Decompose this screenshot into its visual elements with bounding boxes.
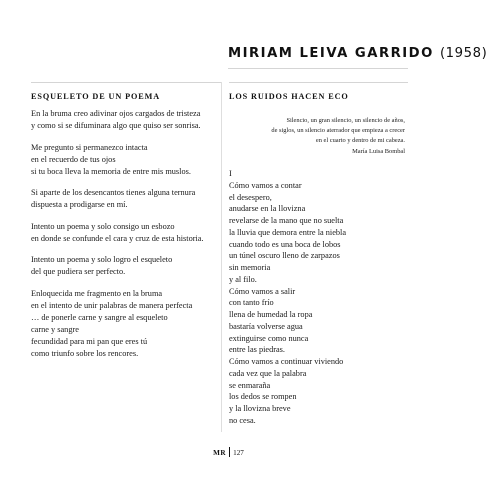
poem-line: el desespero, (229, 192, 272, 202)
poem-line: revelarse de la mano que no suelta (229, 216, 344, 225)
poem-line: cada vez que la palabra (229, 368, 307, 378)
poem-line: Cómo vamos a continuar viviendo (229, 357, 344, 366)
poem-line: llena de humedad la ropa (229, 310, 313, 319)
stanza (31, 288, 227, 360)
right-poem-body (229, 168, 419, 427)
poem-line: bastaría volverse agua (229, 321, 303, 331)
poem-line: Cómo vamos a contar (229, 180, 302, 190)
left-top-rule (31, 82, 221, 83)
poem-line: en donde se confunde el cara y cruz de esta historia. (31, 233, 204, 243)
poem-line: Me pregunto si permanezco intacta (31, 142, 148, 152)
poem-line: En la bruma creo adivinar ojos cargados de tristeza (31, 109, 201, 118)
poem-line: con tanto frío (229, 298, 274, 308)
right-top-rule (229, 82, 408, 83)
folio-initials: MR (213, 449, 227, 457)
epigraph-line: de siglos, un silencio aterrador que empieza a crecer (271, 127, 405, 135)
poem-line: y como si se difuminara algo que quiso ser sonrisa. (31, 121, 201, 130)
page-number: 127 (233, 449, 244, 457)
author-heading (228, 46, 487, 61)
poem-line: Intento un poema y solo logro el esqueleto (31, 255, 173, 264)
poem-line: del que pudiera ser perfecto. (31, 267, 126, 276)
poem-line: fecundidad para mi pan que eres tú (31, 336, 148, 346)
header-rule (228, 68, 408, 69)
stanza (31, 142, 227, 178)
poem-line: Si aparte de los desencantos tienes alguna ternura (31, 188, 196, 197)
poem-line: si tu boca lleva la memoria de entre mis muslos. (31, 166, 191, 176)
poem-line: carne y sangre (31, 324, 79, 334)
poem-line: Enloquecida me fragmento en la bruma (31, 288, 163, 298)
epigraph-line: en el cuarto y dentro de mi cabeza. (315, 137, 405, 145)
poem-line: y la llovizna breve (229, 404, 291, 413)
stanza (31, 221, 227, 245)
right-poem-title: LOS RUIDOS HACEN ECO (229, 92, 349, 101)
epigraph (215, 116, 405, 157)
folio-separator (229, 447, 230, 457)
left-poem-title: ESQUELETO DE UN POEMA (31, 92, 161, 101)
poem-line: en el intento de unir palabras de manera perfecta (31, 300, 193, 310)
poem-line: sin memoria (229, 263, 271, 272)
epigraph-attribution: María Luisa Bombal (352, 147, 405, 155)
poem-line: no cesa. (229, 415, 256, 425)
poem-line: la lluvia que demora entre la niebla (229, 227, 347, 237)
author-name: MIRIAM LEIVA GARRIDO (228, 46, 434, 61)
poem-line: Cómo vamos a salir (229, 286, 296, 296)
section-number: I (229, 169, 232, 178)
epigraph-line: Silencio, un gran silencio, un silencio de años, (286, 117, 405, 124)
poem-line: y al filo. (229, 274, 257, 284)
poem-line: anudarse en la llovizna (229, 204, 306, 214)
left-poem-body (31, 108, 227, 369)
page-folio (0, 447, 457, 457)
poem-line: Intento un poema y solo consigo un esbozo (31, 221, 175, 231)
poem-line: los dedos se rompen (229, 392, 297, 402)
poem-line: dispuesta a prodigarse en mí. (31, 200, 128, 209)
poem-line: como triunfo sobre los rencores. (31, 348, 139, 358)
poem-line: se enmaraña (229, 380, 271, 390)
poem-line: un túnel oscuro lleno de zarpazos (229, 251, 340, 261)
stanza (31, 187, 227, 211)
poem-line: en el recuerdo de tus ojos (31, 154, 116, 164)
stanza (31, 254, 227, 278)
author-years: (1958) (439, 46, 487, 61)
poem-line: entre las piedras. (229, 345, 285, 355)
poem-line: … de ponerle carne y sangre al esqueleto (31, 312, 168, 322)
stanza (31, 108, 227, 132)
poem-line: extinguirse como nunca (229, 333, 309, 343)
poem-line: cuando todo es una boca de lobos (229, 239, 341, 249)
